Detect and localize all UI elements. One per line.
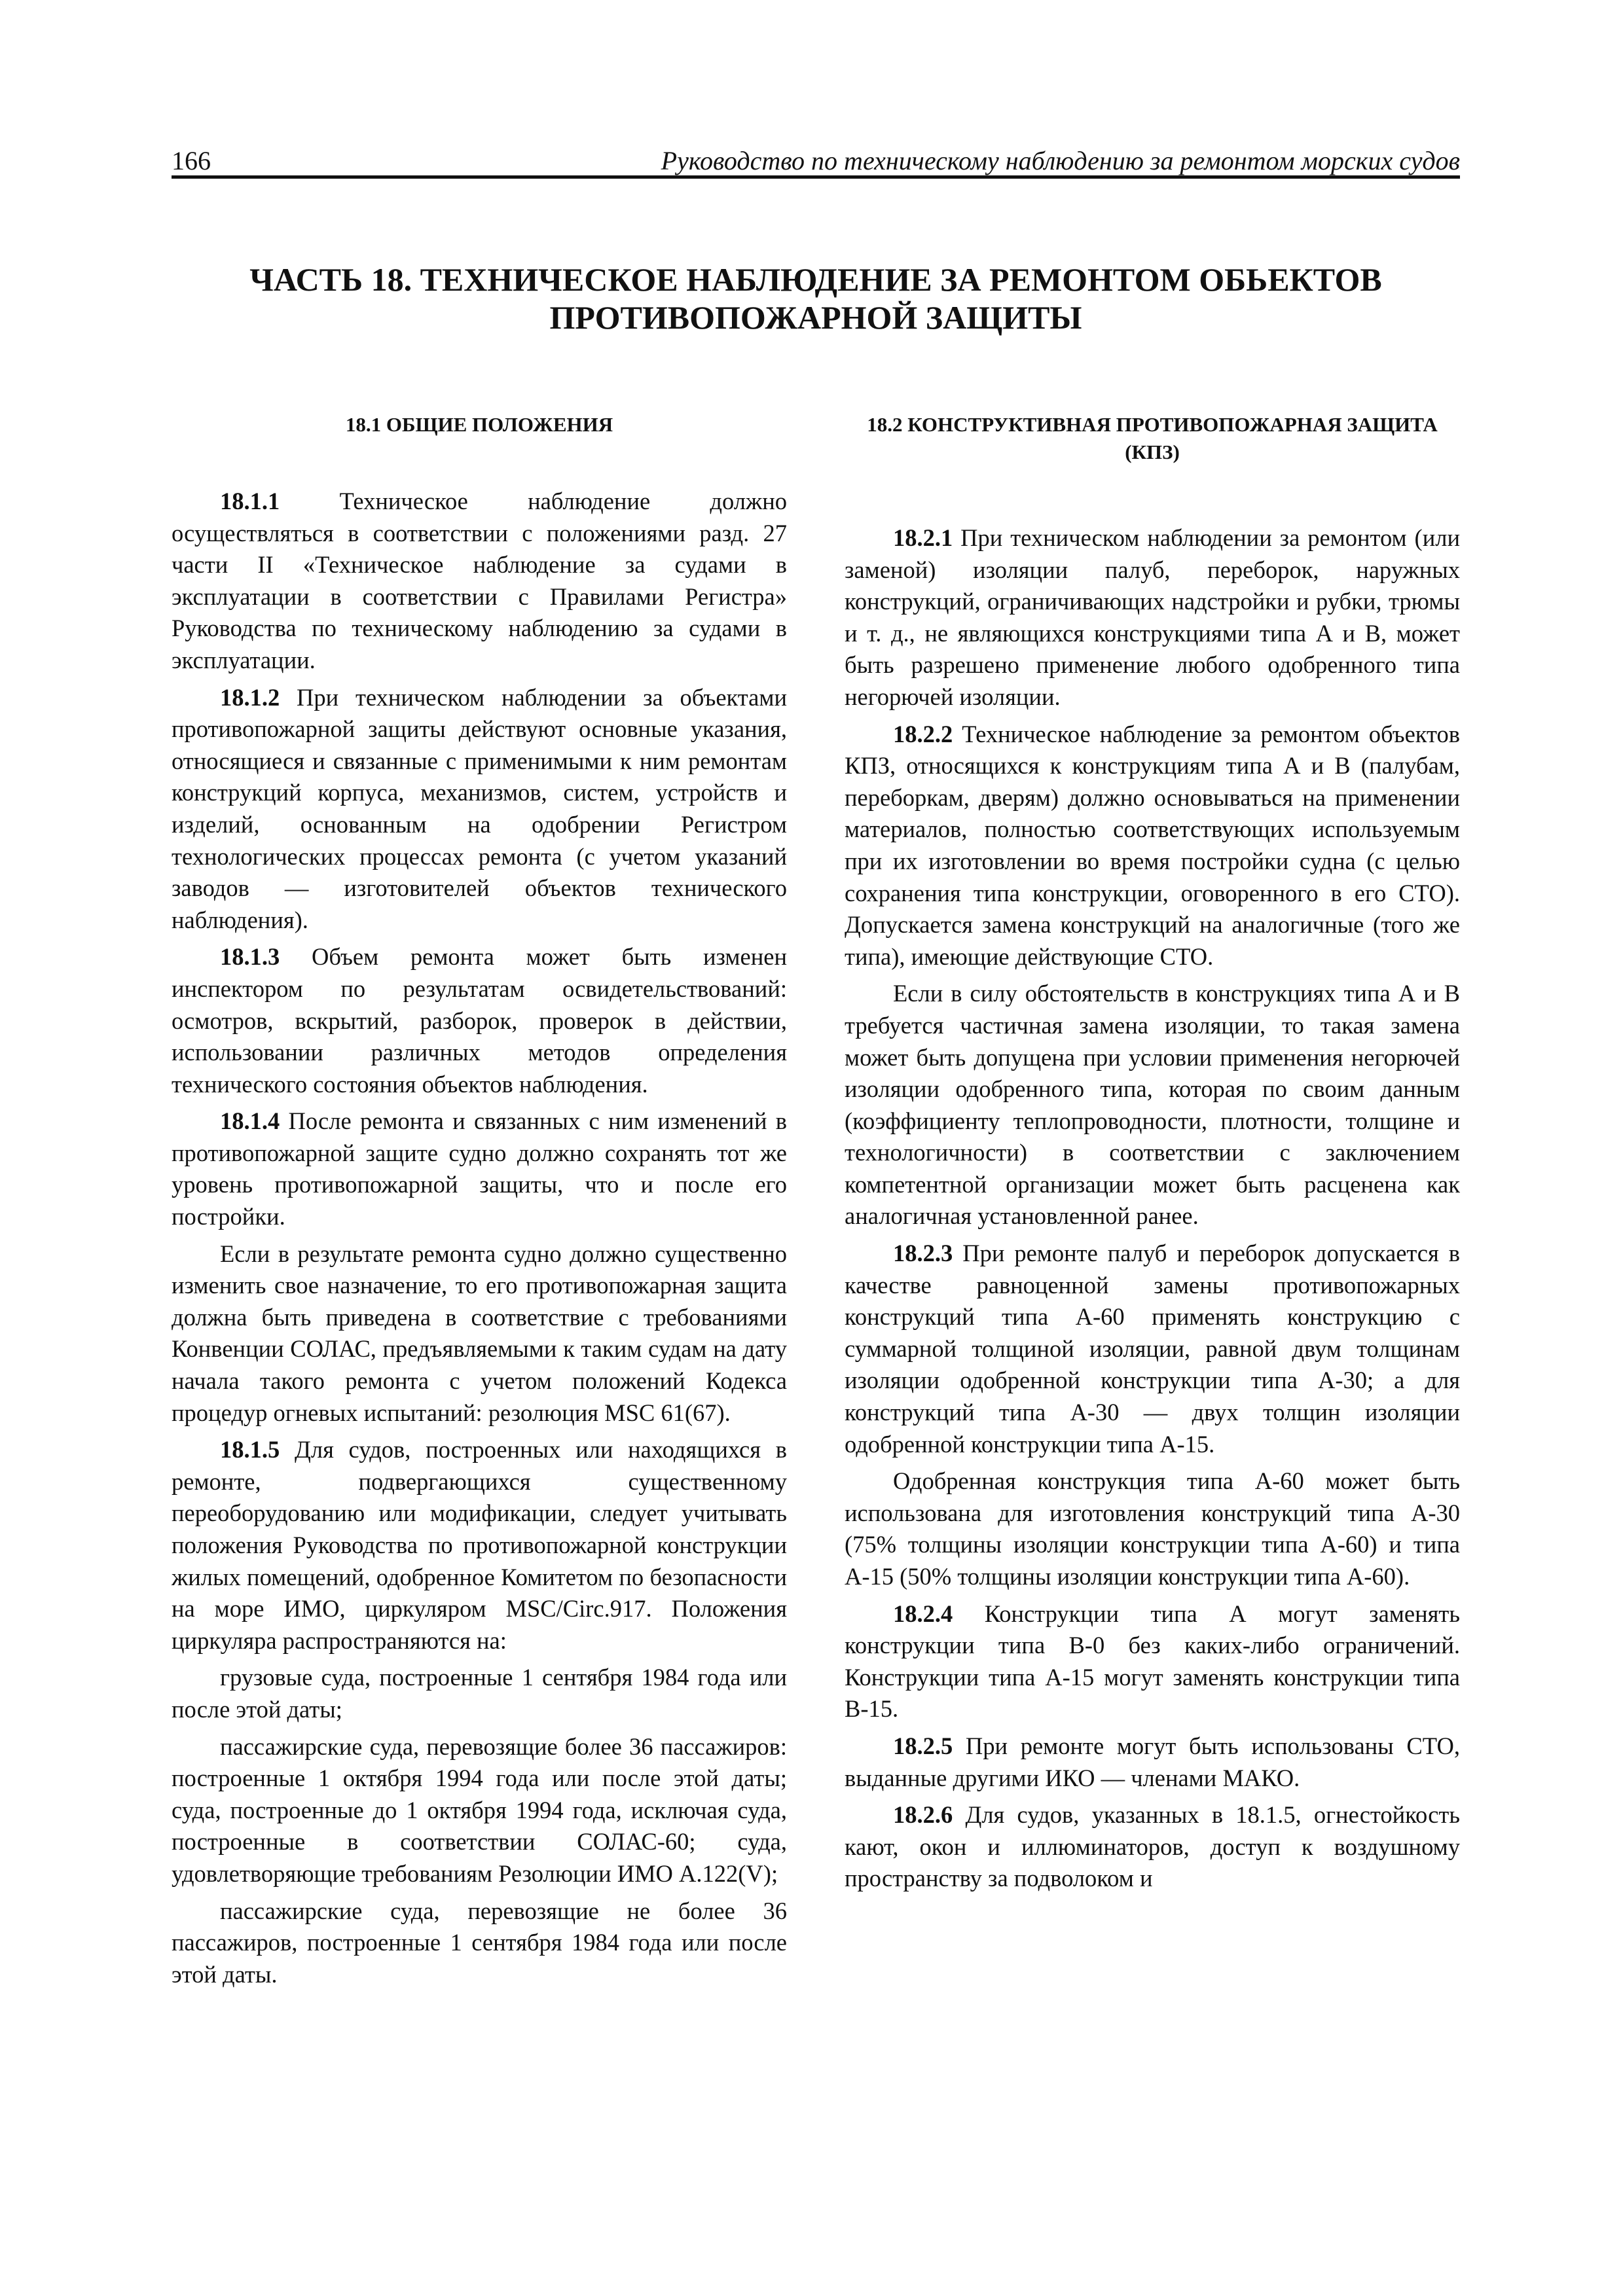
clause-number: 18.1.3 [220,943,280,971]
paragraph-text: При техническом наблюдении за объектами противопожарной защиты действуют основные указания, относящиеся и связанные с применимыми к ним ремонтам конструкций корпуса, механизмов, систем, устройств и изделий, основанным на одобрении Регистром технологических процессах ремонта (с учетом указаний заводов — изготовителей объектов технического наблюдения). [172,683,787,933]
clause-number: 18.2.4 [893,1600,953,1627]
paragraph-text: Если в результате ремонта судно должно существенно изменить свое назначение, то его противопожарная защита должна быть приведена в соответствие с требованиями Конвенции СОЛАС, предъявляемыми к таким судам на дату начала такого ремонта с учетом положений Кодекса процедур огневых испытаний: резолюция MSC 61(67). [172,1240,787,1426]
paragraph-text: При техническом наблюдении за ремонтом (или заменой) изоляции палуб, переборок, наружных конструкций, ограничивающих надстройки и рубки, трюмы и т. д., не являющихся конструкциями типа А и В, может быть разрешено применение любого одобренного типа негорючей изоляции. [845,524,1460,710]
part-title-line-2: ПРОТИВОПОЖАРНОЙ ЗАЩИТЫ [549,299,1082,336]
paragraph-text: Если в силу обстоятельств в конструкциях типа А и В требуется частичная замена изоляции, то такая замена может быть допущена при условии применения негорючей изоляции одобренного типа, которая по своим данным (коэффициенту теплопроводности, плотности, толщине и технологичности) в соответствии с заключением компетентной организации может быть расценена как аналогичная установленной ранее. [845,980,1460,1230]
paragraph-text: Для судов, указанных в 18.1.5, огнестойкость кают, окон и иллюминаторов, доступ к воздушному пространству за подволоком и [845,1801,1460,1892]
header-rule [172,175,1460,179]
paragraph-18-1-5 [172,1434,787,1657]
page-header [172,140,1460,178]
paragraph-18-2-6 [845,1799,1460,1895]
list-item-passenger-ships-over-36 [172,1731,787,1890]
section-heading-line-2: (КПЗ) [1125,440,1180,463]
paragraph-text: При ремонте могут быть использованы СТО, выданные другими ИКО — членами МАКО. [845,1732,1460,1791]
clause-number: 18.2.2 [893,720,953,747]
part-title [172,260,1460,336]
part-title-line-1: ЧАСТЬ 18. ТЕХНИЧЕСКОЕ НАБЛЮДЕНИЕ ЗА РЕМОНТОМ ОБЬЕКТОВ [249,261,1382,298]
paragraph-18-1-2 [172,682,787,937]
paragraph-text: пассажирские суда, перевозящие более 36 пассажиров: построенные 1 октября 1994 года или после этой даты; суда, построенные до 1 октября 1994 года, исключая суда, построенные в соответствии СОЛАС-60; суда, удовлетворяющие требованиям Резолюции ИМО А.122(V); [172,1732,787,1887]
clause-number: 18.2.5 [893,1732,953,1759]
paragraph-18-2-1 [845,522,1460,713]
clause-number: 18.1.1 [220,488,280,514]
section-heading-18-2 [845,411,1460,466]
paragraph-text: Техническое наблюдение должно осуществляться в соответствии с положениями разд. 27 части II «Техническое наблюдение за судами в эксплуатации в соответствии с Правилами Регистра» Руководства по техническому наблюдению за судами в эксплуатации. [172,488,787,673]
left-column [172,411,787,1996]
paragraph-text: После ремонта и связанных с ним изменений в противопожарной защите судно должно сохранять тот же уровень противопожарной защиты, что и после его постройки. [172,1107,787,1230]
paragraph-text: Одобренная конструкция типа А-60 может быть использована для изготовления конструкций типа А-30 (75% толщины изоляции конструкции типа А-60) и типа А-15 (50% толщины изоляции конструкции типа А-60). [845,1467,1460,1590]
running-title: Руководство по техническому наблюдению за ремонтом морских судов [661,146,1460,175]
paragraph-18-1-1 [172,486,787,677]
paragraph-18-2-2 [845,719,1460,973]
clause-number: 18.2.1 [893,524,953,551]
paragraph-18-1-3 [172,941,787,1100]
list-item-cargo-ships [172,1662,787,1725]
right-column [845,411,1460,1900]
list-item-passenger-ships-up-to-36 [172,1895,787,1991]
paragraph-text: грузовые суда, построенные 1 сентября 1984 года или после этой даты; [172,1664,787,1723]
section-heading-line-1: 18.2 КОНСТРУКТИВНАЯ ПРОТИВОПОЖАРНАЯ ЗАЩИТА [867,413,1438,436]
paragraph-18-2-3-cont [845,1465,1460,1592]
paragraph-18-1-4 [172,1105,787,1232]
clause-number: 18.1.4 [220,1107,280,1135]
clause-number: 18.2.6 [893,1801,953,1829]
paragraph-text: пассажирские суда, перевозящие не более 36 пассажиров, построенные 1 сентября 1984 года или после этой даты. [172,1897,787,1988]
paragraph-18-2-3 [845,1238,1460,1460]
paragraph-text: Для судов, построенных или находящихся в ремонте, подвергающихся существенному переоборудованию или модификации, следует учитывать положения Руководства по противопожарной конструкции жилых помещений, одобренное Комитетом по безопасности на море ИМО, циркуляром MSC/Circ.917. Положения циркуляра распространяются на: [172,1436,787,1654]
paragraph-text: При ремонте палуб и переборок допускается в качестве равноценной замены противопожарных конструкций типа А-60 применять конструкцию с суммарной толщиной изоляции, равной двум толщинам изоляции одобренной конструкции типа А-30; а для конструкций типа А-30 — двух толщин изоляции одобренной конструкции типа А-15. [845,1240,1460,1458]
page-number: 166 [172,146,211,175]
section-heading-18-1: 18.1 ОБЩИЕ ПОЛОЖЕНИЯ [345,413,613,436]
paragraph-18-2-5 [845,1731,1460,1794]
clause-number: 18.1.5 [220,1436,280,1463]
paragraph-18-1-4-cont [172,1238,787,1429]
clause-number: 18.2.3 [893,1240,953,1267]
paragraph-text: Техническое наблюдение за ремонтом объектов КПЗ, относящихся к конструкциям типа А и В (палубам, переборкам, дверям) должно основываться на применении материалов, полностью соответствующих используемым при их изготовлении во время постройки судна (с целью сохранения типа конструкции, оговоренного в его СТО). Допускается замена конструкций на аналогичные (того же типа), имеющие действующие СТО. [845,720,1460,970]
paragraph-text: Объем ремонта может быть изменен инспектором по результатам освидетельствований: осмотров, вскрытий, разборок, проверок в действии, использовании различных методов определения технического состояния объектов наблюдения. [172,943,787,1098]
paragraph-text: Конструкции типа А могут заменять конструкции типа В-0 без каких-либо ограничений. Конструкции типа А-15 могут заменять конструкции типа В-15. [845,1600,1460,1723]
paragraph-18-2-4 [845,1598,1460,1725]
paragraph-18-2-2-cont [845,978,1460,1232]
clause-number: 18.1.2 [220,683,280,711]
